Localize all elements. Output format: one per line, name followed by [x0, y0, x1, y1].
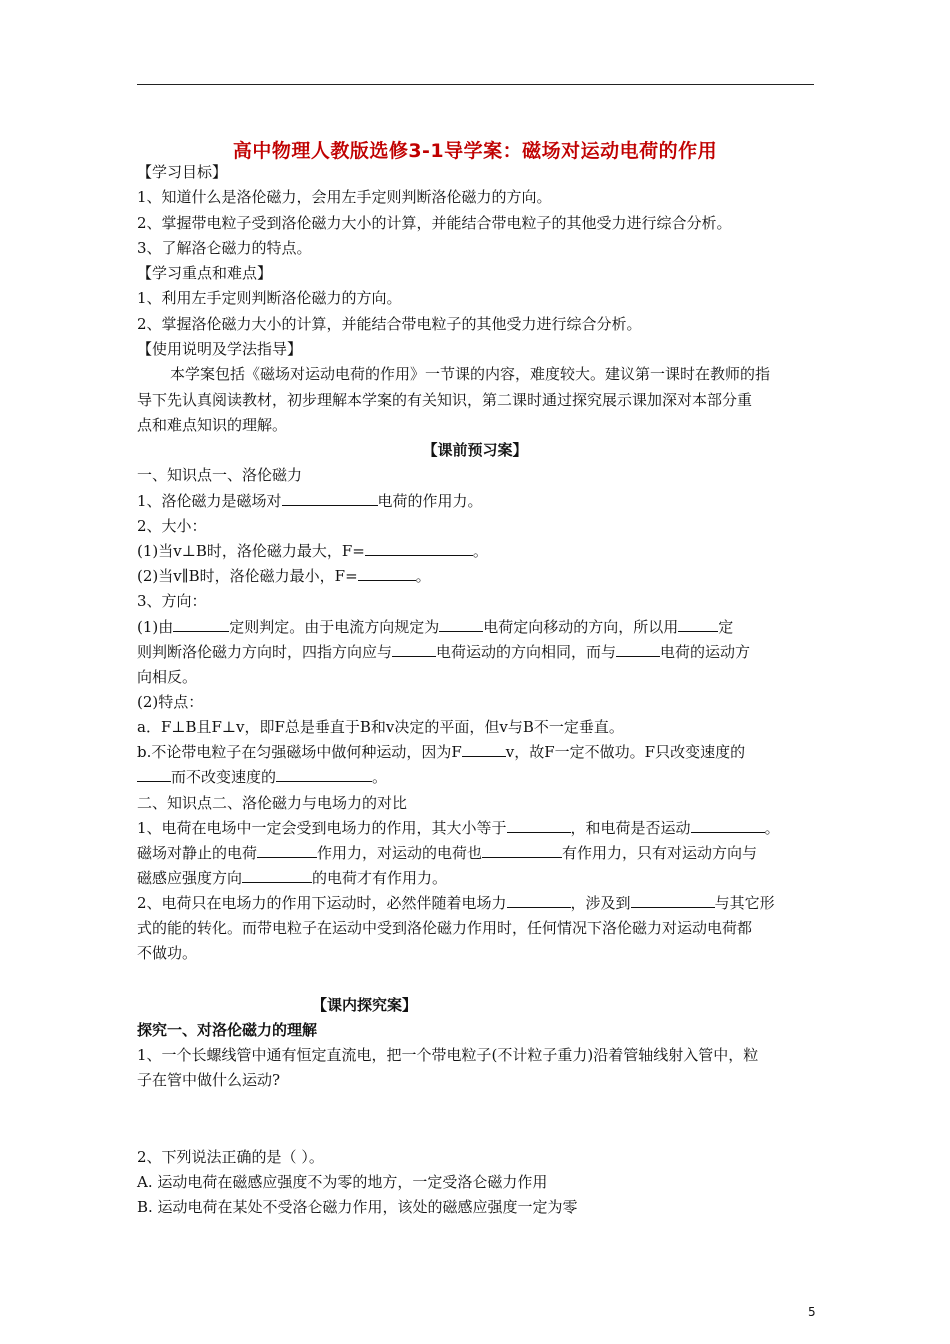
question-line	[137, 742, 745, 762]
objective-item: 1、知道什么是洛伦磁力，会用左手定则判断洛伦磁力的方向。	[137, 188, 552, 206]
fill-blank[interactable]	[439, 617, 483, 632]
fill-blank[interactable]	[257, 843, 317, 858]
direction-label: 3、方向：	[137, 592, 207, 610]
fill-blank[interactable]	[276, 767, 372, 782]
text: 电荷定向移动的方向，所以用	[483, 618, 679, 636]
fill-blank[interactable]	[242, 868, 312, 883]
text-line: 式的能的转化。而带电粒子在运动中受到洛伦磁力作用时，任何情况下洛伦磁力对运动电荷都	[137, 919, 753, 937]
objectives-heading: 【学习目标】	[137, 163, 228, 181]
question2-option-b: B. 运动电荷在某处不受洛仑磁力作用，该处的磁感应强度一定为零	[137, 1198, 578, 1216]
header-rule	[137, 84, 814, 85]
fill-blank[interactable]	[507, 818, 571, 833]
text: 电荷的运动方	[660, 643, 751, 661]
keypoint-item: 1、利用左手定则判断洛伦磁力的方向。	[137, 289, 402, 307]
fill-blank[interactable]	[392, 642, 436, 657]
text: 的电荷才有作用力。	[312, 869, 448, 887]
text: (2)当v∥B时，洛伦磁力最小，F=	[137, 567, 358, 585]
question-line	[137, 767, 387, 787]
question2: 2、下列说法正确的是（ ）。	[137, 1148, 324, 1166]
text: 电荷的作用力。	[377, 492, 483, 510]
text: 。	[472, 542, 488, 560]
fill-blank[interactable]	[482, 843, 562, 858]
question1-line: 子在管中做什么运动?	[137, 1071, 281, 1089]
preview-heading: 【课前预习案】	[422, 441, 528, 459]
question-line	[137, 642, 750, 662]
fill-blank[interactable]	[282, 491, 378, 506]
text: 与其它形	[714, 894, 775, 912]
fill-blank[interactable]	[137, 767, 171, 782]
exploration1-title: 探究一、对洛伦磁力的理解	[137, 1021, 318, 1039]
text: v，故F一定不做功。F只改变速度的	[505, 743, 746, 761]
knowledge2-title: 二、知识点二、洛伦磁力与电场力的对比	[137, 794, 408, 812]
keypoint-item: 2、掌握洛伦磁力大小的计算，并能结合带电粒子的其他受力进行综合分析。	[137, 315, 642, 333]
usage-paragraph-line: 点和难点知识的理解。	[137, 416, 288, 434]
question1-line: 1、一个长螺线管中通有恒定直流电，把一个带电粒子(不计粒子重力)沿着管轴线射入管中，粒	[137, 1046, 759, 1064]
question-line	[137, 541, 488, 561]
objective-item: 2、掌握带电粒子受到洛伦磁力大小的计算，并能结合带电粒子的其他受力进行综合分析。	[137, 214, 732, 232]
text: ，涉及到	[570, 894, 631, 912]
fill-blank[interactable]	[358, 566, 416, 581]
text: 磁场对静止的电荷	[137, 844, 258, 862]
text: 定	[718, 618, 734, 636]
question-line	[137, 566, 431, 586]
text: 。	[415, 567, 431, 585]
question-line	[137, 818, 780, 838]
fill-blank[interactable]	[616, 642, 660, 657]
text: 2、电荷只在电场力的作用下运动时，必然伴随着电场力	[137, 894, 507, 912]
features-label: (2)特点：	[137, 693, 204, 711]
question-line	[137, 843, 757, 863]
text: 1、电荷在电场中一定会受到电场力的作用，其大小等于	[137, 819, 507, 837]
usage-paragraph-line: 导下先认真阅读教材，初步理解本学案的有关知识，第二课时通过探究展示课加深对本部分重	[137, 391, 753, 409]
fill-blank[interactable]	[365, 541, 473, 556]
page-number: 5	[808, 1305, 816, 1319]
usage-heading: 【使用说明及学法指导】	[137, 340, 303, 358]
fill-blank[interactable]	[173, 617, 229, 632]
question-line	[137, 491, 483, 511]
text: 而不改变速度的	[171, 768, 277, 786]
text: ，和电荷是否运动	[570, 819, 691, 837]
question2-option-a: A. 运动电荷在磁感应强度不为零的地方，一定受洛仑磁力作用	[137, 1173, 548, 1191]
text: b.不论带电粒子在匀强磁场中做何种运动，因为F	[137, 743, 462, 761]
text: (1)当v⊥B时，洛伦磁力最大，F=	[137, 542, 365, 560]
text: 1、洛伦磁力是磁场对	[137, 492, 282, 510]
text: 。	[372, 768, 388, 786]
text-line: 向相反。	[137, 668, 198, 686]
question-line	[137, 617, 733, 637]
page-title: 高中物理人教版选修3-1导学案：磁场对运动电荷的作用	[232, 140, 718, 162]
text: 。	[764, 819, 780, 837]
size-label: 2、大小：	[137, 517, 207, 535]
question-line	[137, 893, 775, 913]
fill-blank[interactable]	[462, 742, 506, 757]
question-line	[137, 868, 447, 888]
fill-blank[interactable]	[678, 617, 718, 632]
text: 磁感应强度方向	[137, 869, 243, 887]
fill-blank[interactable]	[507, 893, 571, 908]
knowledge1-title: 一、知识点一、洛伦磁力	[137, 466, 303, 484]
feature-a: a．F⊥B且F⊥v，即F总是垂直于B和v决定的平面，但v与B不一定垂直。	[137, 718, 624, 736]
text: 则判断洛伦磁力方向时，四指方向应与	[137, 643, 393, 661]
inclass-heading: 【课内探究案】	[312, 996, 418, 1014]
text-line: 不做功。	[137, 944, 198, 962]
usage-paragraph-line: 本学案包括《磁场对运动电荷的作用》一节课的内容，难度较大。建议第一课时在教师的指	[170, 365, 771, 383]
keypoints-heading: 【学习重点和难点】	[137, 264, 273, 282]
text: (1)由	[137, 618, 174, 636]
fill-blank[interactable]	[631, 893, 715, 908]
text: 定则判定。由于电流方向规定为	[229, 618, 440, 636]
text: 有作用力，只有对运动方向与	[562, 844, 758, 862]
text: 电荷运动的方向相同，而与	[436, 643, 617, 661]
fill-blank[interactable]	[691, 818, 765, 833]
text: 作用力，对运动的电荷也	[317, 844, 483, 862]
objective-item: 3、了解洛仑磁力的特点。	[137, 239, 312, 257]
